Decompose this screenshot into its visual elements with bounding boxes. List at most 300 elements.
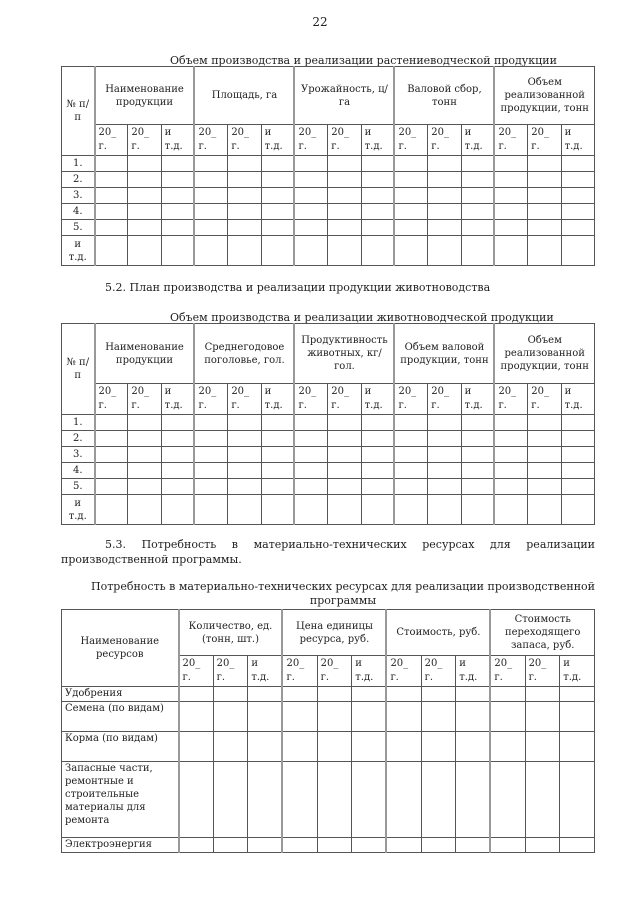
data-cell[interactable] <box>490 762 525 838</box>
data-cell[interactable] <box>261 447 294 463</box>
data-cell[interactable] <box>394 479 427 495</box>
data-cell[interactable] <box>294 172 327 188</box>
data-cell[interactable] <box>561 415 594 431</box>
data-cell[interactable] <box>421 687 456 702</box>
data-cell[interactable] <box>528 220 561 236</box>
year-subheader: и т.д. <box>261 125 294 156</box>
data-cell[interactable] <box>95 431 128 447</box>
data-cell[interactable] <box>328 415 361 431</box>
data-cell[interactable] <box>490 702 525 732</box>
data-cell[interactable] <box>494 156 527 172</box>
data-cell[interactable] <box>528 172 561 188</box>
year-subheader: 20_ г. <box>194 125 227 156</box>
row-number: 2. <box>62 431 95 447</box>
data-cell[interactable] <box>161 431 194 447</box>
data-cell[interactable] <box>95 479 128 495</box>
data-cell[interactable] <box>525 732 560 762</box>
data-cell[interactable] <box>386 702 421 732</box>
data-cell[interactable] <box>494 415 527 431</box>
data-cell[interactable] <box>361 188 394 204</box>
data-cell[interactable] <box>428 447 461 463</box>
data-cell[interactable] <box>561 220 594 236</box>
data-cell[interactable] <box>261 415 294 431</box>
data-cell[interactable] <box>428 236 461 266</box>
data-cell[interactable] <box>361 479 394 495</box>
row-number: 5. <box>62 220 95 236</box>
data-cell[interactable] <box>228 172 261 188</box>
data-cell[interactable] <box>494 495 527 525</box>
data-cell[interactable] <box>560 762 595 838</box>
data-cell[interactable] <box>128 415 161 431</box>
data-cell[interactable] <box>328 495 361 525</box>
data-cell[interactable] <box>560 702 595 732</box>
data-cell[interactable] <box>328 236 361 266</box>
data-cell[interactable] <box>317 702 352 732</box>
data-cell[interactable] <box>95 463 128 479</box>
table-row <box>62 762 595 838</box>
data-cell[interactable] <box>361 236 394 266</box>
table-row <box>62 172 595 188</box>
data-cell[interactable] <box>194 431 227 447</box>
year-subheader: и т.д. <box>352 656 387 687</box>
data-cell[interactable] <box>528 447 561 463</box>
year-subheader: 20_ г. <box>194 384 227 415</box>
table-row <box>62 220 595 236</box>
data-cell[interactable] <box>490 687 525 702</box>
data-cell[interactable] <box>386 838 421 853</box>
data-cell[interactable] <box>95 415 128 431</box>
data-cell[interactable] <box>261 204 294 220</box>
data-cell[interactable] <box>248 732 283 762</box>
data-cell[interactable] <box>328 172 361 188</box>
data-cell[interactable] <box>561 204 594 220</box>
data-cell[interactable] <box>394 236 427 266</box>
data-cell[interactable] <box>228 156 261 172</box>
data-cell[interactable] <box>494 188 527 204</box>
data-cell[interactable] <box>213 732 248 762</box>
row-number: 2. <box>62 172 95 188</box>
group-header: Объем реализованной продукции, тонн <box>494 324 594 384</box>
year-subheader: 20_ г. <box>528 125 561 156</box>
year-subheader: 20_ г. <box>228 384 261 415</box>
data-cell[interactable] <box>361 447 394 463</box>
data-cell[interactable] <box>161 495 194 525</box>
data-cell[interactable] <box>394 495 427 525</box>
data-cell[interactable] <box>128 236 161 266</box>
data-cell[interactable] <box>328 188 361 204</box>
data-cell[interactable] <box>528 204 561 220</box>
data-cell[interactable] <box>179 687 214 702</box>
data-cell[interactable] <box>494 431 527 447</box>
data-cell[interactable] <box>317 687 352 702</box>
data-cell[interactable] <box>386 732 421 762</box>
data-cell[interactable] <box>528 188 561 204</box>
data-cell[interactable] <box>528 479 561 495</box>
data-cell[interactable] <box>352 732 387 762</box>
data-cell[interactable] <box>361 495 394 525</box>
data-cell[interactable] <box>361 415 394 431</box>
data-cell[interactable] <box>95 188 128 204</box>
data-cell[interactable] <box>461 415 494 431</box>
data-cell[interactable] <box>428 415 461 431</box>
data-cell[interactable] <box>294 495 327 525</box>
data-cell[interactable] <box>228 447 261 463</box>
row-number: 1. <box>62 156 95 172</box>
data-cell[interactable] <box>428 220 461 236</box>
data-cell[interactable] <box>95 204 128 220</box>
year-subheader: 20_ г. <box>317 656 352 687</box>
data-cell[interactable] <box>128 220 161 236</box>
year-subheader: и т.д. <box>248 656 283 687</box>
data-cell[interactable] <box>461 495 494 525</box>
data-cell[interactable] <box>361 204 394 220</box>
data-cell[interactable] <box>394 463 427 479</box>
data-cell[interactable] <box>213 762 248 838</box>
data-cell[interactable] <box>561 236 594 266</box>
data-cell[interactable] <box>561 188 594 204</box>
data-cell[interactable] <box>294 204 327 220</box>
year-subheader: и т.д. <box>456 656 491 687</box>
row-number: 5. <box>62 479 95 495</box>
data-cell[interactable] <box>228 431 261 447</box>
data-cell[interactable] <box>494 204 527 220</box>
data-cell[interactable] <box>128 431 161 447</box>
data-cell[interactable] <box>561 463 594 479</box>
data-cell[interactable] <box>95 495 128 525</box>
year-subheader: и т.д. <box>561 125 594 156</box>
year-subheader: 20_ г. <box>490 656 525 687</box>
year-subheader: 20_ г. <box>95 384 128 415</box>
data-cell[interactable] <box>161 220 194 236</box>
data-cell[interactable] <box>261 156 294 172</box>
data-cell[interactable] <box>194 495 227 525</box>
data-cell[interactable] <box>394 220 427 236</box>
data-cell[interactable] <box>294 156 327 172</box>
data-cell[interactable] <box>317 762 352 838</box>
data-cell[interactable] <box>294 188 327 204</box>
data-cell[interactable] <box>490 838 525 853</box>
data-cell[interactable] <box>161 172 194 188</box>
section-5-3-heading: 5.3. Потребность в материально-технических ресурсах для реализации производственной программы. <box>61 538 595 566</box>
data-cell[interactable] <box>213 838 248 853</box>
data-cell[interactable] <box>421 762 456 838</box>
data-cell[interactable] <box>525 702 560 732</box>
table-row <box>62 838 595 853</box>
year-subheader: 20_ г. <box>328 384 361 415</box>
data-cell[interactable] <box>194 188 227 204</box>
data-cell[interactable] <box>328 156 361 172</box>
data-cell[interactable] <box>228 495 261 525</box>
data-cell[interactable] <box>228 188 261 204</box>
data-cell[interactable] <box>261 495 294 525</box>
data-cell[interactable] <box>394 172 427 188</box>
year-subheader: 20_ г. <box>128 125 161 156</box>
year-subheader: и т.д. <box>461 384 494 415</box>
data-cell[interactable] <box>528 431 561 447</box>
group-header: Валовой сбор, тонн <box>394 67 494 125</box>
data-cell[interactable] <box>528 156 561 172</box>
year-subheader: и т.д. <box>561 384 594 415</box>
data-cell[interactable] <box>228 415 261 431</box>
data-cell[interactable] <box>352 687 387 702</box>
data-cell[interactable] <box>194 156 227 172</box>
data-cell[interactable] <box>456 762 491 838</box>
data-cell[interactable] <box>261 463 294 479</box>
data-cell[interactable] <box>561 495 594 525</box>
livestock-production-table <box>61 323 595 525</box>
data-cell[interactable] <box>317 732 352 762</box>
data-cell[interactable] <box>95 172 128 188</box>
data-cell[interactable] <box>95 156 128 172</box>
data-cell[interactable] <box>161 463 194 479</box>
data-cell[interactable] <box>494 479 527 495</box>
data-cell[interactable] <box>261 479 294 495</box>
data-cell[interactable] <box>294 463 327 479</box>
data-cell[interactable] <box>248 838 283 853</box>
data-cell[interactable] <box>428 479 461 495</box>
data-cell[interactable] <box>561 479 594 495</box>
data-cell[interactable] <box>561 431 594 447</box>
data-cell[interactable] <box>248 702 283 732</box>
year-subheader: и т.д. <box>361 384 394 415</box>
data-cell[interactable] <box>328 220 361 236</box>
data-cell[interactable] <box>560 838 595 853</box>
group-header: Количество, ед. (тонн, шт.) <box>179 610 283 656</box>
data-cell[interactable] <box>161 479 194 495</box>
data-cell[interactable] <box>161 447 194 463</box>
data-cell[interactable] <box>248 687 283 702</box>
col-number-header: № п/п <box>62 67 95 156</box>
data-cell[interactable] <box>128 463 161 479</box>
data-cell[interactable] <box>128 447 161 463</box>
data-cell[interactable] <box>428 495 461 525</box>
data-cell[interactable] <box>248 762 283 838</box>
data-cell[interactable] <box>352 838 387 853</box>
data-cell[interactable] <box>328 479 361 495</box>
data-cell[interactable] <box>528 415 561 431</box>
data-cell[interactable] <box>361 431 394 447</box>
data-cell[interactable] <box>528 495 561 525</box>
data-cell[interactable] <box>494 447 527 463</box>
data-cell[interactable] <box>128 188 161 204</box>
data-cell[interactable] <box>261 188 294 204</box>
group-header: Стоимость переходящего запаса, руб. <box>490 610 594 656</box>
data-cell[interactable] <box>128 156 161 172</box>
data-cell[interactable] <box>528 236 561 266</box>
data-cell[interactable] <box>494 463 527 479</box>
data-cell[interactable] <box>394 415 427 431</box>
data-cell[interactable] <box>461 188 494 204</box>
data-cell[interactable] <box>560 687 595 702</box>
table-row <box>62 156 595 172</box>
year-subheader: 20_ г. <box>394 384 427 415</box>
resource-name: Семена (по видам) <box>62 702 179 732</box>
data-cell[interactable] <box>490 732 525 762</box>
data-cell[interactable] <box>394 447 427 463</box>
data-cell[interactable] <box>386 687 421 702</box>
data-cell[interactable] <box>561 172 594 188</box>
data-cell[interactable] <box>394 188 427 204</box>
data-cell[interactable] <box>461 220 494 236</box>
data-cell[interactable] <box>421 702 456 732</box>
data-cell[interactable] <box>161 415 194 431</box>
year-subheader: и т.д. <box>161 125 194 156</box>
data-cell[interactable] <box>294 236 327 266</box>
data-cell[interactable] <box>525 687 560 702</box>
data-cell[interactable] <box>194 415 227 431</box>
data-cell[interactable] <box>328 447 361 463</box>
year-subheader: 20_ г. <box>494 125 527 156</box>
data-cell[interactable] <box>461 479 494 495</box>
data-cell[interactable] <box>294 415 327 431</box>
row-number: 4. <box>62 463 95 479</box>
data-cell[interactable] <box>161 188 194 204</box>
data-cell[interactable] <box>525 762 560 838</box>
data-cell[interactable] <box>161 236 194 266</box>
data-cell[interactable] <box>128 479 161 495</box>
data-cell[interactable] <box>428 156 461 172</box>
data-cell[interactable] <box>461 447 494 463</box>
data-cell[interactable] <box>128 172 161 188</box>
year-subheader: 20_ г. <box>394 125 427 156</box>
data-cell[interactable] <box>213 702 248 732</box>
data-cell[interactable] <box>261 220 294 236</box>
table3-caption: Потребность в материально-технических ресурсах для реализации производственной программы <box>91 580 595 607</box>
data-cell[interactable] <box>317 838 352 853</box>
group-header: Урожайность, ц/га <box>294 67 394 125</box>
data-cell[interactable] <box>461 431 494 447</box>
data-cell[interactable] <box>525 838 560 853</box>
data-cell[interactable] <box>228 479 261 495</box>
data-cell[interactable] <box>179 838 214 853</box>
data-cell[interactable] <box>428 204 461 220</box>
data-cell[interactable] <box>228 220 261 236</box>
data-cell[interactable] <box>456 838 491 853</box>
data-cell[interactable] <box>456 687 491 702</box>
data-cell[interactable] <box>128 495 161 525</box>
data-cell[interactable] <box>456 732 491 762</box>
data-cell[interactable] <box>421 838 456 853</box>
data-cell[interactable] <box>282 762 317 838</box>
data-cell[interactable] <box>161 204 194 220</box>
data-cell[interactable] <box>461 236 494 266</box>
resource-name: Удобрения <box>62 687 179 702</box>
data-cell[interactable] <box>95 220 128 236</box>
data-cell[interactable] <box>494 236 527 266</box>
data-cell[interactable] <box>282 702 317 732</box>
table-row <box>62 732 595 762</box>
data-cell[interactable] <box>494 220 527 236</box>
data-cell[interactable] <box>361 463 394 479</box>
group-header: Объем реализованной продукции, тонн <box>494 67 594 125</box>
data-cell[interactable] <box>456 702 491 732</box>
data-cell[interactable] <box>461 156 494 172</box>
data-cell[interactable] <box>179 762 214 838</box>
data-cell[interactable] <box>194 447 227 463</box>
data-cell[interactable] <box>179 732 214 762</box>
data-cell[interactable] <box>421 732 456 762</box>
group-header: Наименование продукции <box>95 324 195 384</box>
data-cell[interactable] <box>428 431 461 447</box>
data-cell[interactable] <box>461 463 494 479</box>
data-cell[interactable] <box>294 479 327 495</box>
data-cell[interactable] <box>494 172 527 188</box>
data-cell[interactable] <box>461 172 494 188</box>
data-cell[interactable] <box>461 204 494 220</box>
year-subheader: 20_ г. <box>294 384 327 415</box>
data-cell[interactable] <box>194 204 227 220</box>
data-cell[interactable] <box>282 687 317 702</box>
data-cell[interactable] <box>261 236 294 266</box>
data-cell[interactable] <box>282 838 317 853</box>
data-cell[interactable] <box>194 479 227 495</box>
data-cell[interactable] <box>294 431 327 447</box>
data-cell[interactable] <box>213 687 248 702</box>
section-5-2-heading: 5.2. План производства и реализации продукции животноводства <box>105 281 491 294</box>
data-cell[interactable] <box>228 236 261 266</box>
year-subheader: и т.д. <box>161 384 194 415</box>
data-cell[interactable] <box>428 188 461 204</box>
data-cell[interactable] <box>95 447 128 463</box>
data-cell[interactable] <box>428 463 461 479</box>
table-row <box>62 447 595 463</box>
data-cell[interactable] <box>352 762 387 838</box>
data-cell[interactable] <box>194 236 227 266</box>
data-cell[interactable] <box>128 204 161 220</box>
year-subheader: и т.д. <box>261 384 294 415</box>
data-cell[interactable] <box>161 156 194 172</box>
data-cell[interactable] <box>561 447 594 463</box>
year-subheader: и т.д. <box>461 125 494 156</box>
data-cell[interactable] <box>361 172 394 188</box>
data-cell[interactable] <box>228 463 261 479</box>
data-cell[interactable] <box>361 156 394 172</box>
data-cell[interactable] <box>294 447 327 463</box>
row-number: 1. <box>62 415 95 431</box>
data-cell[interactable] <box>228 204 261 220</box>
data-cell[interactable] <box>179 702 214 732</box>
data-cell[interactable] <box>394 204 427 220</box>
data-cell[interactable] <box>361 220 394 236</box>
data-cell[interactable] <box>560 732 595 762</box>
data-cell[interactable] <box>194 463 227 479</box>
data-cell[interactable] <box>282 732 317 762</box>
group-header: Среднегодовое поголовье, гол. <box>194 324 294 384</box>
data-cell[interactable] <box>261 172 294 188</box>
data-cell[interactable] <box>194 172 227 188</box>
data-cell[interactable] <box>528 463 561 479</box>
data-cell[interactable] <box>328 431 361 447</box>
table-row <box>62 431 595 447</box>
page-number: 22 <box>312 15 328 29</box>
data-cell[interactable] <box>194 220 227 236</box>
data-cell[interactable] <box>352 702 387 732</box>
data-cell[interactable] <box>261 431 294 447</box>
year-subheader: 20_ г. <box>525 656 560 687</box>
data-cell[interactable] <box>394 431 427 447</box>
data-cell[interactable] <box>394 156 427 172</box>
data-cell[interactable] <box>328 204 361 220</box>
resource-name: Корма (по видам) <box>62 732 179 762</box>
year-subheader: 20_ г. <box>294 125 327 156</box>
data-cell[interactable] <box>428 172 461 188</box>
data-cell[interactable] <box>561 156 594 172</box>
data-cell[interactable] <box>294 220 327 236</box>
data-cell[interactable] <box>328 463 361 479</box>
year-subheader: и т.д. <box>560 656 595 687</box>
data-cell[interactable] <box>95 236 128 266</box>
data-cell[interactable] <box>386 762 421 838</box>
